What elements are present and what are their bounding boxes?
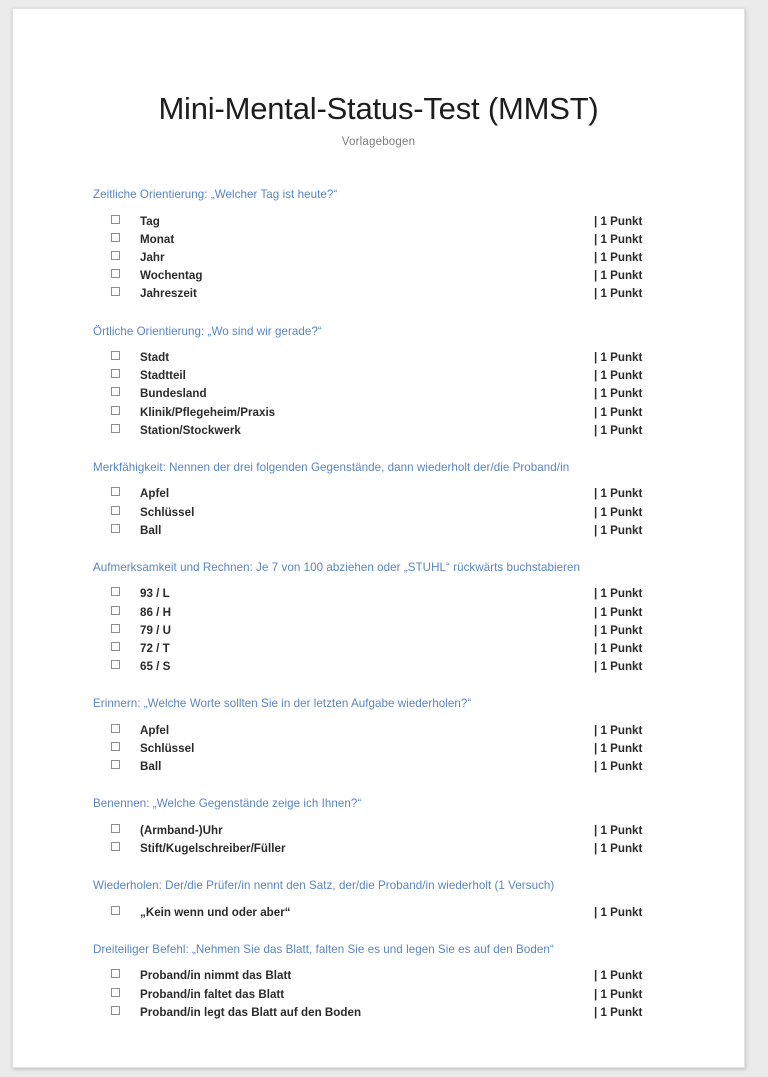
- checklist-item-points: | 1 Punkt: [594, 387, 643, 401]
- checklist-item-label: Proband/in faltet das Blatt: [140, 987, 285, 1001]
- checklist-row[interactable]: [13, 642, 744, 660]
- checklist: [13, 906, 744, 924]
- checklist: [13, 351, 744, 442]
- section-heading: Benennen: „Welche Gegenstände zeige ich Ihnen?“: [93, 797, 362, 811]
- checklist-item-points: | 1 Punkt: [594, 287, 643, 301]
- document-page: [12, 8, 745, 1068]
- empty-checkbox-icon[interactable]: [111, 215, 120, 224]
- checklist-item-points: | 1 Punkt: [594, 405, 643, 419]
- checklist-row[interactable]: [13, 387, 744, 405]
- empty-checkbox-icon[interactable]: [111, 387, 120, 396]
- form-sections: [13, 188, 744, 1024]
- checklist-item-points: | 1 Punkt: [594, 523, 643, 537]
- empty-checkbox-icon[interactable]: [111, 760, 120, 769]
- checklist-row[interactable]: [13, 969, 744, 987]
- section-heading: Merkfähigkeit: Nennen der drei folgenden Gegenstände, dann wiederholt der/die Proband/in: [93, 460, 570, 474]
- checklist-item-label: Schlüssel: [140, 505, 195, 519]
- checklist: [13, 824, 744, 860]
- form-section: [13, 188, 744, 305]
- checklist-item-points: | 1 Punkt: [594, 232, 643, 246]
- empty-checkbox-icon[interactable]: [111, 487, 120, 496]
- checklist-item-label: Apfel: [140, 487, 170, 501]
- checklist-item-points: | 1 Punkt: [594, 760, 643, 774]
- form-section: [13, 561, 744, 678]
- checklist-item-points: | 1 Punkt: [594, 587, 643, 601]
- checklist-row[interactable]: [13, 506, 744, 524]
- checklist-item-points: | 1 Punkt: [594, 905, 643, 919]
- checklist-item-label: Stift/Kugelschreiber/Füller: [140, 842, 286, 856]
- empty-checkbox-icon[interactable]: [111, 906, 120, 915]
- empty-checkbox-icon[interactable]: [111, 287, 120, 296]
- checklist-item-points: | 1 Punkt: [594, 723, 643, 737]
- checklist-item-label: Jahreszeit: [140, 287, 197, 301]
- checklist-row[interactable]: [13, 624, 744, 642]
- checklist-item-label: 65 / S: [140, 660, 171, 674]
- checklist-item-label: Station/Stockwerk: [140, 423, 241, 437]
- empty-checkbox-icon[interactable]: [111, 251, 120, 260]
- empty-checkbox-icon[interactable]: [111, 269, 120, 278]
- checklist-item-label: Wochentag: [140, 269, 203, 283]
- form-section: [13, 461, 744, 542]
- checklist-item-label: Proband/in nimmt das Blatt: [140, 969, 292, 983]
- empty-checkbox-icon[interactable]: [111, 587, 120, 596]
- checklist-item-points: | 1 Punkt: [594, 351, 643, 364]
- checklist-row[interactable]: [13, 842, 744, 860]
- checklist-item-points: | 1 Punkt: [594, 987, 643, 1001]
- checklist-item-points: | 1 Punkt: [594, 487, 643, 501]
- checklist-item-points: | 1 Punkt: [594, 660, 643, 674]
- section-heading: Dreiteiliger Befehl: „Nehmen Sie das Blatt, falten Sie es und legen Sie es auf den Boden“: [93, 942, 554, 956]
- checklist-item-label: Klinik/Pflegeheim/Praxis: [140, 405, 276, 419]
- checklist-item-label: Schlüssel: [140, 742, 195, 756]
- checklist-row[interactable]: [13, 269, 744, 287]
- checklist-item-points: | 1 Punkt: [594, 269, 643, 283]
- empty-checkbox-icon[interactable]: [111, 1006, 120, 1015]
- empty-checkbox-icon[interactable]: [111, 524, 120, 533]
- checklist-row[interactable]: [13, 824, 744, 842]
- checklist-item-points: | 1 Punkt: [594, 823, 643, 837]
- checklist-row[interactable]: [13, 233, 744, 251]
- checklist-item-label: 86 / H: [140, 605, 172, 619]
- empty-checkbox-icon[interactable]: [111, 506, 120, 515]
- checklist-row[interactable]: [13, 606, 744, 624]
- checklist-row[interactable]: [13, 906, 744, 924]
- checklist: [13, 215, 744, 306]
- checklist-row[interactable]: [13, 742, 744, 760]
- empty-checkbox-icon[interactable]: [111, 351, 120, 360]
- checklist: [13, 969, 744, 1024]
- section-heading: Wiederholen: Der/die Prüfer/in nennt den Satz, der/die Proband/in wiederholt (1 Versuch): [93, 879, 555, 893]
- checklist-item-label: Stadt: [140, 351, 170, 364]
- checklist-item-label: Monat: [140, 232, 175, 246]
- checklist-item-label: Stadtteil: [140, 369, 186, 383]
- section-heading: Zeitliche Orientierung: „Welcher Tag ist heute?“: [93, 188, 338, 202]
- checklist-item-label: Tag: [140, 214, 160, 228]
- checklist-item-label: 79 / U: [140, 623, 172, 637]
- checklist-row[interactable]: [13, 251, 744, 269]
- checklist-item-points: | 1 Punkt: [594, 505, 643, 519]
- checklist-row[interactable]: [13, 524, 744, 542]
- empty-checkbox-icon[interactable]: [111, 642, 120, 651]
- checklist-item-points: | 1 Punkt: [594, 369, 643, 383]
- empty-checkbox-icon[interactable]: [111, 369, 120, 378]
- checklist-item-label: Jahr: [140, 250, 165, 264]
- checklist-row[interactable]: [13, 351, 744, 369]
- form-section: [13, 325, 744, 442]
- checklist-item-label: 93 / L: [140, 587, 170, 601]
- checklist-row[interactable]: [13, 724, 744, 742]
- checklist-item-label: Bundesland: [140, 387, 207, 401]
- form-section: [13, 943, 744, 1024]
- checklist-item-points: | 1 Punkt: [594, 250, 643, 264]
- checklist-row[interactable]: [13, 660, 744, 678]
- checklist-item-label: Ball: [140, 523, 162, 537]
- checklist-row[interactable]: [13, 287, 744, 305]
- page-subtitle: Vorlagebogen: [341, 136, 416, 149]
- section-heading: Erinnern: „Welche Worte sollten Sie in der letzten Aufgabe wiederholen?“: [93, 697, 472, 711]
- checklist-row[interactable]: [13, 587, 744, 605]
- checklist-item-label: 72 / T: [140, 642, 170, 656]
- checklist-item-points: | 1 Punkt: [594, 1005, 643, 1019]
- checklist-item-label: (Armband-)Uhr: [140, 823, 223, 837]
- checklist-item-points: | 1 Punkt: [594, 842, 643, 856]
- checklist: [13, 587, 744, 678]
- checklist-row[interactable]: [13, 760, 744, 778]
- section-heading: Örtliche Orientierung: „Wo sind wir gerade?“: [93, 324, 322, 338]
- checklist: [13, 724, 744, 779]
- checklist-item-points: | 1 Punkt: [594, 623, 643, 637]
- empty-checkbox-icon[interactable]: [111, 724, 120, 733]
- page-title: Mini-Mental-Status-Test (MMST): [158, 91, 599, 126]
- checklist-item-label: „Kein wenn und oder aber“: [140, 905, 291, 919]
- checklist: [13, 487, 744, 542]
- checklist-item-points: | 1 Punkt: [594, 423, 643, 437]
- checklist-item-points: | 1 Punkt: [594, 969, 643, 983]
- form-section: [13, 879, 744, 924]
- section-heading: Aufmerksamkeit und Rechnen: Je 7 von 100 abziehen oder „STUHL“ rückwärts buchstabieren: [93, 560, 580, 574]
- empty-checkbox-icon[interactable]: [111, 842, 120, 851]
- empty-checkbox-icon[interactable]: [111, 624, 120, 633]
- checklist-item-points: | 1 Punkt: [594, 214, 643, 228]
- checklist-item-points: | 1 Punkt: [594, 605, 643, 619]
- checklist-item-points: | 1 Punkt: [594, 642, 643, 656]
- empty-checkbox-icon[interactable]: [111, 988, 120, 997]
- checklist-item-label: Proband/in legt das Blatt auf den Boden: [140, 1005, 362, 1019]
- checklist-row[interactable]: [13, 487, 744, 505]
- empty-checkbox-icon[interactable]: [111, 824, 120, 833]
- checklist-item-points: | 1 Punkt: [594, 742, 643, 756]
- empty-checkbox-icon[interactable]: [111, 233, 120, 242]
- checklist-item-label: Apfel: [140, 723, 170, 737]
- form-section: [13, 697, 744, 778]
- checklist-row[interactable]: [13, 424, 744, 442]
- checklist-row[interactable]: [13, 988, 744, 1006]
- empty-checkbox-icon[interactable]: [111, 742, 120, 751]
- empty-checkbox-icon[interactable]: [111, 424, 120, 433]
- checklist-row[interactable]: [13, 369, 744, 387]
- empty-checkbox-icon[interactable]: [111, 406, 120, 415]
- empty-checkbox-icon[interactable]: [111, 969, 120, 978]
- checklist-row[interactable]: [13, 1006, 744, 1024]
- form-section: [13, 797, 744, 860]
- empty-checkbox-icon[interactable]: [111, 660, 120, 669]
- checklist-row[interactable]: [13, 215, 744, 233]
- checklist-item-label: Ball: [140, 760, 162, 774]
- checklist-row[interactable]: [13, 406, 744, 424]
- empty-checkbox-icon[interactable]: [111, 606, 120, 615]
